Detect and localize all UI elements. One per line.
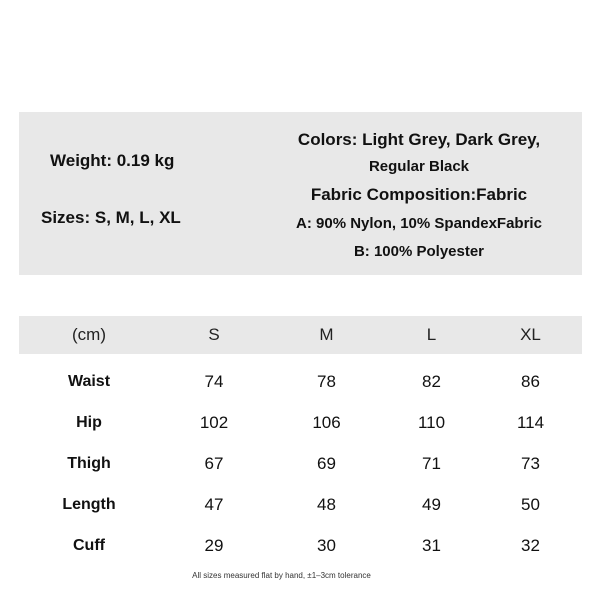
fabric-a-text: A: 90% Nylon, 10% SpandexFabric	[296, 215, 542, 232]
sizes-text: Sizes: S, M, L, XL	[41, 208, 181, 227]
measurement-footnote: All sizes measured flat by hand, ±1–3cm tolerance	[192, 571, 371, 580]
colors-text: Colors: Light Grey, Dark Grey,	[297, 130, 541, 149]
table-cell: 114	[516, 412, 545, 432]
table-cell: 67	[204, 453, 224, 473]
info-left-column	[19, 112, 259, 275]
table-cell: 50	[521, 494, 540, 514]
table-cell: 102	[199, 412, 229, 432]
header-size-s: S	[159, 316, 269, 354]
row-label-waist: Waist	[67, 372, 111, 390]
table-cell: 30	[317, 535, 336, 555]
weight-text: Weight: 0.19 kg	[50, 151, 175, 170]
header-size-xl: XL	[479, 316, 582, 354]
table-row	[19, 402, 582, 443]
table-cell: 110	[417, 412, 446, 432]
table-cell: 69	[317, 453, 336, 473]
table-cell: 106	[312, 412, 341, 432]
table-cell: 73	[521, 453, 540, 473]
table-cell: 47	[204, 494, 224, 514]
table-cell: 29	[204, 535, 224, 555]
table-row	[19, 484, 582, 525]
row-label-length: Length	[62, 495, 116, 513]
row-label-hip: Hip	[76, 413, 102, 431]
header-size-m: M	[269, 316, 384, 354]
table-row	[19, 525, 582, 566]
table-cell: 86	[521, 371, 540, 391]
table-row	[19, 443, 582, 484]
table-cell: 71	[422, 453, 441, 473]
colors-text-continued: Regular Black	[368, 158, 470, 175]
header-unit: (cm)	[19, 316, 159, 354]
info-right-column	[269, 126, 569, 266]
table-cell: 82	[422, 371, 441, 391]
table-cell: 74	[204, 371, 224, 391]
fabric-b-text: B: 100% Polyester	[353, 243, 485, 260]
row-label-cuff: Cuff	[73, 536, 105, 554]
table-cell: 31	[422, 535, 441, 555]
table-cell: 48	[317, 494, 336, 514]
table-header-row	[19, 316, 582, 354]
product-info-panel	[19, 112, 582, 275]
table-row	[19, 354, 582, 402]
size-chart-table	[19, 316, 582, 566]
row-label-thigh: Thigh	[67, 454, 111, 472]
table-cell: 49	[422, 494, 441, 514]
header-size-l: L	[384, 316, 479, 354]
table-cell: 78	[317, 371, 336, 391]
table-cell: 32	[521, 535, 540, 555]
fabric-composition-title: Fabric Composition:Fabric	[310, 185, 528, 204]
